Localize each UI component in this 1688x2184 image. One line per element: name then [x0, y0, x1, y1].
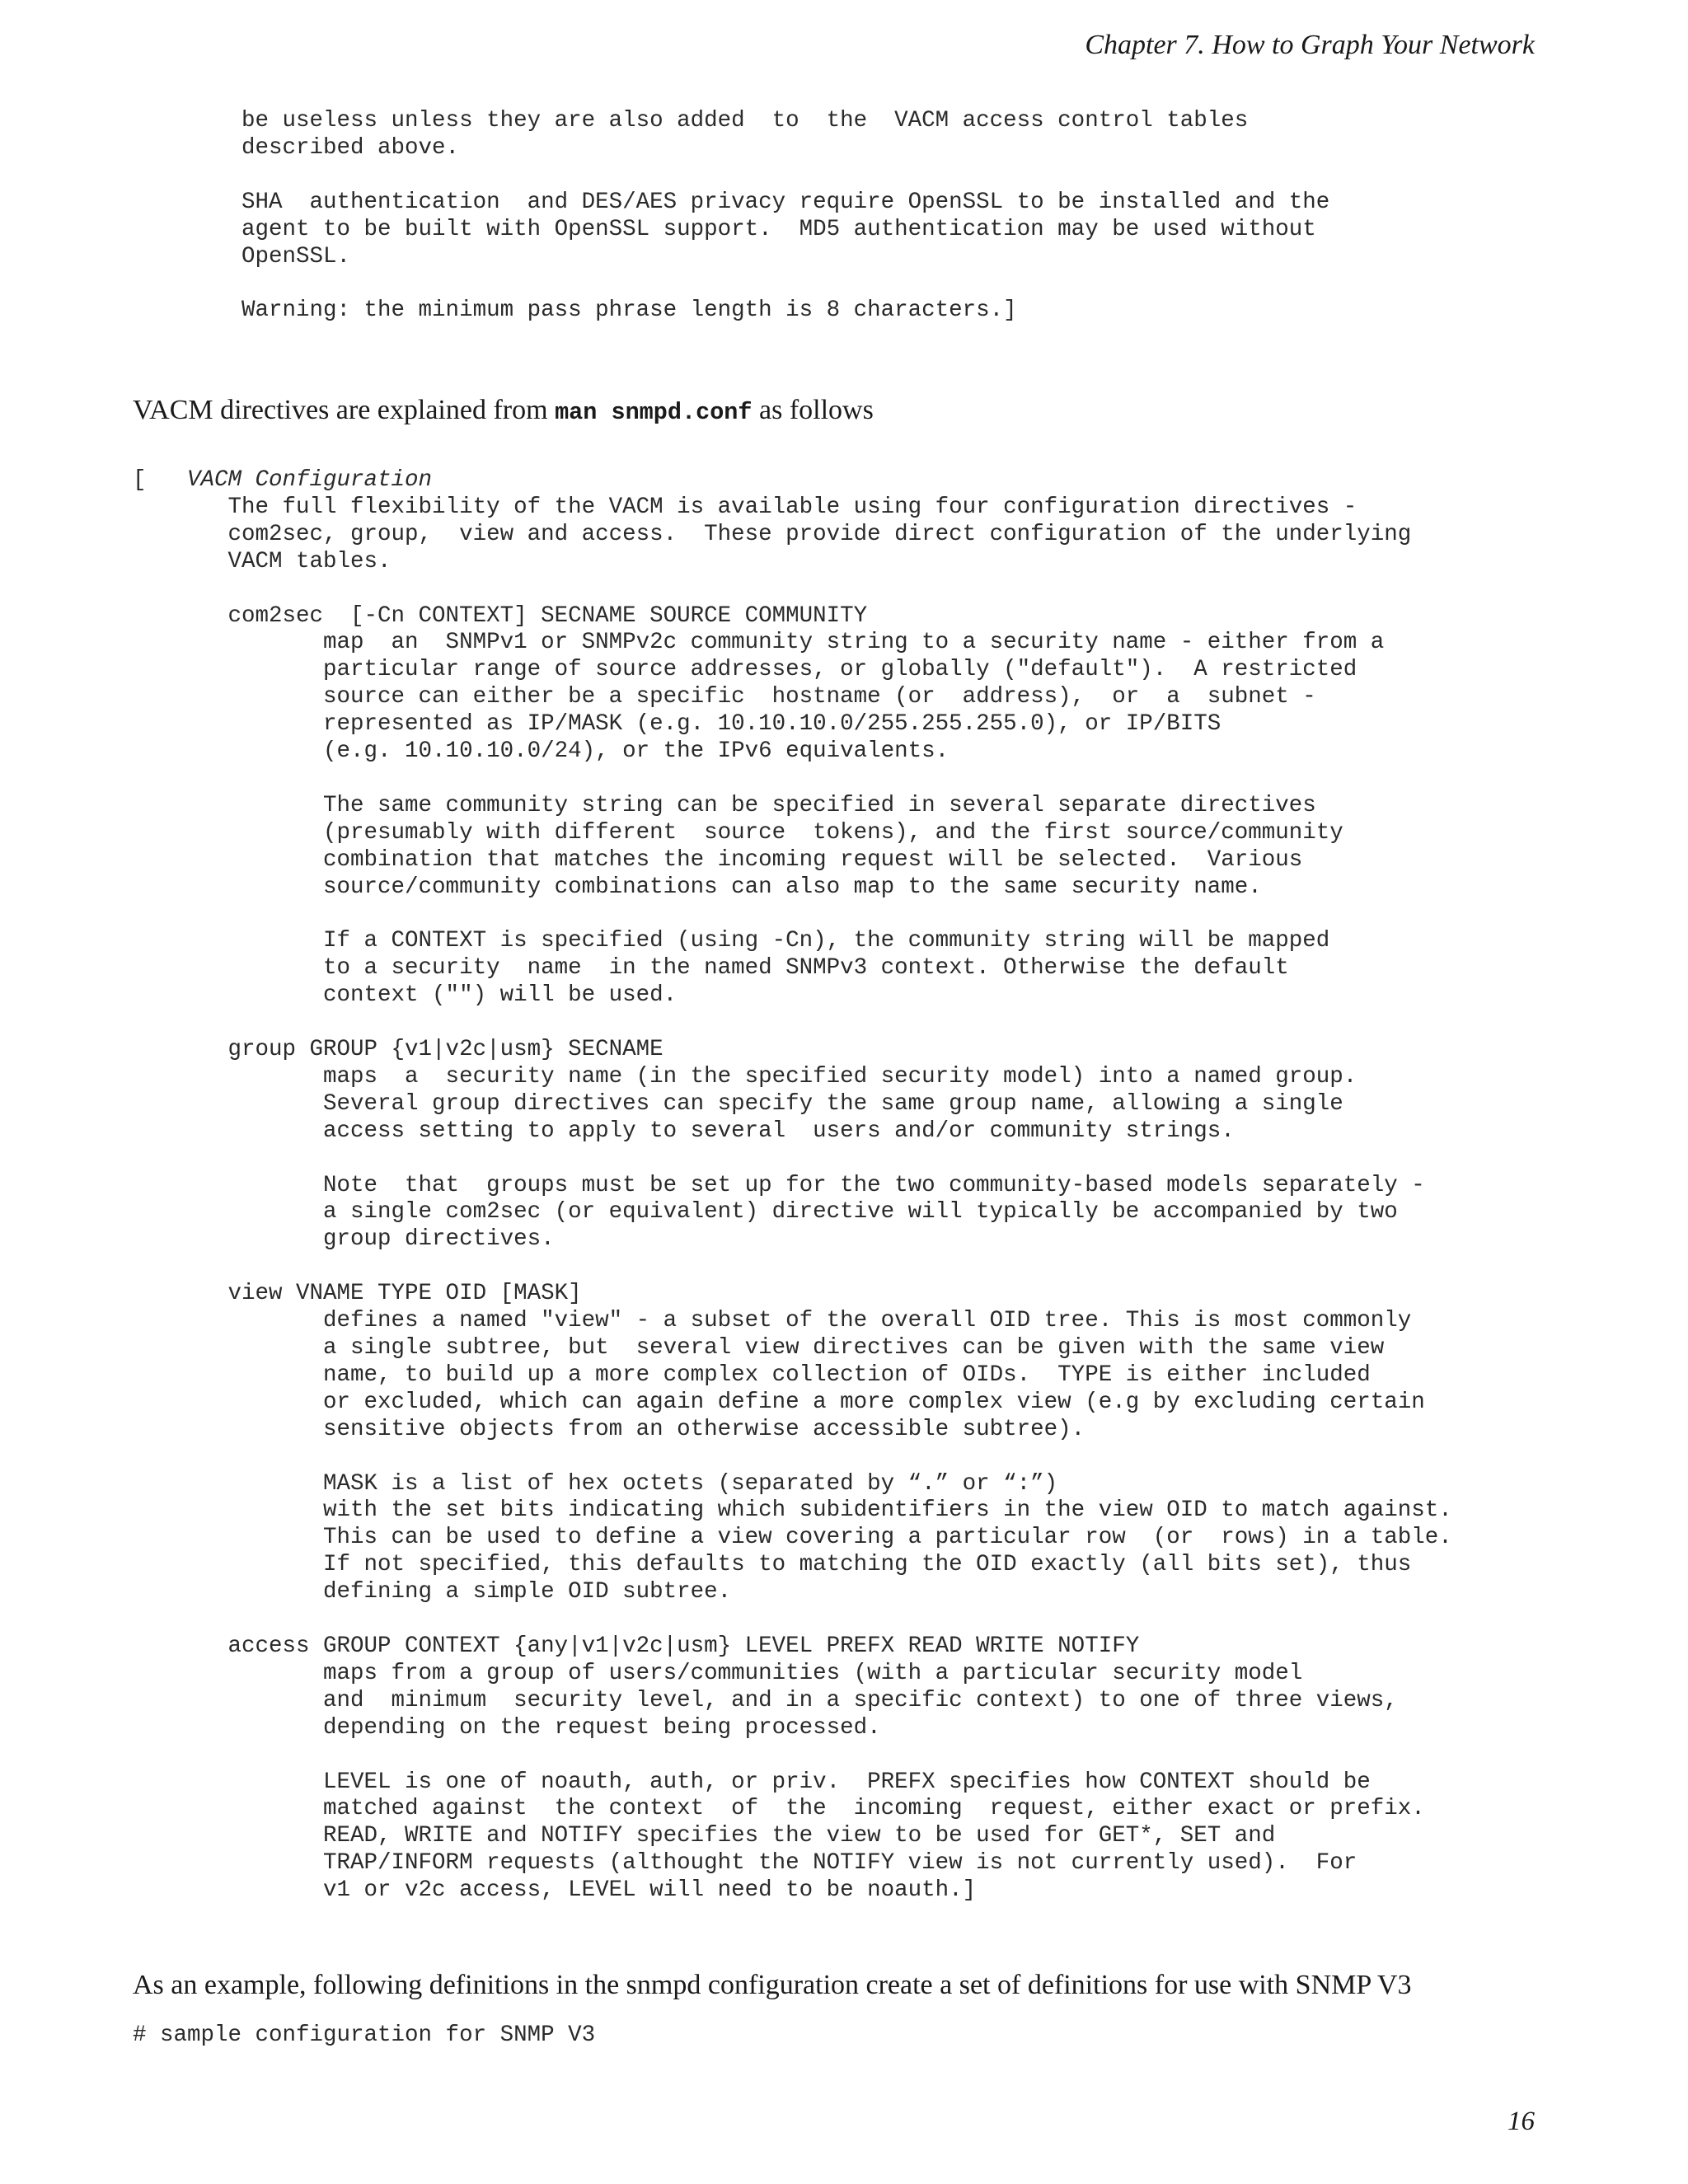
- quote-vacm-line: The full flexibility of the VACM is available using four configuration directives -: [133, 494, 1357, 520]
- quote-top-line: agent to be built with OpenSSL support. MD5 authentication may be used without: [133, 216, 1316, 242]
- quote-vacm-line: (presumably with different source tokens), and the first source/community: [133, 819, 1343, 846]
- quote-vacm-line: maps from a group of users/communities (with a particular security model: [133, 1660, 1303, 1686]
- vacm-intro-text-end: as follows: [752, 395, 874, 425]
- quote-vacm-line: context ("") will be used.: [133, 982, 678, 1009]
- running-header: Chapter 7. How to Graph Your Network: [1085, 30, 1535, 60]
- quote-vacm-line: v1 or v2c access, LEVEL will need to be noauth.]: [133, 1877, 977, 1904]
- quote-vacm-line: or excluded, which can again define a more complex view (e.g by excluding certain: [133, 1389, 1425, 1415]
- quoted-man-page-excerpt: [133, 108, 1329, 325]
- quote-vacm-line: source/community combinations can also map to the same security name.: [133, 874, 1262, 900]
- quote-vacm-line: MASK is a list of hex octets (separated by “.” or “:”): [133, 1470, 1058, 1497]
- quote-vacm-line: group GROUP {v1|v2c|usm} SECNAME: [133, 1037, 663, 1063]
- quote-vacm-line: If a CONTEXT is specified (using -Cn), the community string will be mapped: [133, 928, 1330, 954]
- quote-vacm-line: READ, WRITE and NOTIFY specifies the view to be used for GET*, SET and: [133, 1823, 1276, 1849]
- quote-vacm-line: combination that matches the incoming request will be selected. Various: [133, 846, 1303, 873]
- quote-vacm-line: represented as IP/MASK (e.g. 10.10.10.0/255.255.255.0), or IP/BITS: [133, 711, 1221, 738]
- quote-vacm-line: com2sec, group, view and access. These provide direct configuration of the underlying: [133, 521, 1412, 547]
- quote-vacm-line: LEVEL is one of noauth, auth, or priv. PREFX specifies how CONTEXT should be: [133, 1769, 1371, 1795]
- quote-vacm-line: defines a named "view" - a subset of the overall OID tree. This is most commonly: [133, 1308, 1412, 1334]
- vacm-intro-paragraph: [133, 395, 874, 426]
- quote-vacm-line: a single subtree, but several view directives can be given with the same view: [133, 1335, 1385, 1361]
- quote-vacm-line: The same community string can be specified in several separate directives: [133, 792, 1316, 818]
- quote-vacm-line: Note that groups must be set up for the two community-based models separately -: [133, 1172, 1425, 1198]
- quote-top-line: OpenSSL.: [133, 243, 351, 269]
- quote-vacm-line: VACM tables.: [133, 548, 392, 574]
- quote-vacm-line: and minimum security level, and in a specific context) to one of three views,: [133, 1687, 1398, 1713]
- quote-vacm-line: access setting to apply to several users and/or community strings.: [133, 1118, 1235, 1144]
- page-number: 16: [1507, 2107, 1535, 2136]
- quote-vacm-line: access GROUP CONTEXT {any|v1|v2c|usm} LEVEL PREFX READ WRITE NOTIFY: [133, 1633, 1140, 1659]
- quote-vacm-line: (e.g. 10.10.10.0/24), or the IPv6 equivalents.: [133, 738, 950, 765]
- quote-vacm-line: name, to build up a more complex collection of OIDs. TYPE is either included: [133, 1361, 1371, 1388]
- quote-vacm-line: TRAP/INFORM requests (althought the NOTIFY view is not currently used). For: [133, 1850, 1357, 1877]
- quote-vacm-line: a single com2sec (or equivalent) directive will typically be accompanied by two: [133, 1199, 1398, 1226]
- quote-vacm-line: com2sec [-Cn CONTEXT] SECNAME SOURCE COMMUNITY: [133, 602, 868, 629]
- vacm-configuration-excerpt: [133, 467, 1452, 1905]
- quote-vacm-line: view VNAME TYPE OID [MASK]: [133, 1281, 582, 1307]
- quote-vacm-line: If not specified, this defaults to matching the OID exactly (all bits set), thus: [133, 1552, 1412, 1578]
- quote-vacm-line: with the set bits indicating which subidentifiers in the view OID to match against.: [133, 1497, 1452, 1524]
- vacm-section-title: VACM Configuration: [187, 467, 433, 493]
- quote-vacm-line: This can be used to define a view covering a particular row (or rows) in a table.: [133, 1525, 1452, 1551]
- quote-vacm-line: to a security name in the named SNMPv3 context. Otherwise the default: [133, 955, 1289, 982]
- quote-top-line: SHA authentication and DES/AES privacy require OpenSSL to be installed and the: [133, 189, 1330, 215]
- quote-vacm-line: Several group directives can specify the same group name, allowing a single: [133, 1090, 1343, 1117]
- quote-vacm-line: maps a security name (in the specified security model) into a named group.: [133, 1063, 1357, 1090]
- quote-vacm-line: defining a simple OID subtree.: [133, 1579, 732, 1605]
- vacm-excerpt-body: [133, 494, 1452, 1903]
- quote-vacm-line: sensitive objects from an otherwise accessible subtree).: [133, 1416, 1085, 1442]
- opening-bracket: [: [133, 467, 188, 493]
- quote-vacm-line: map an SNMPv1 or SNMPv2c community string to a security name - either from a: [133, 630, 1385, 656]
- sample-config-comment: # sample configuration for SNMP V3: [133, 2022, 596, 2048]
- quote-vacm-line: group directives.: [133, 1226, 555, 1253]
- man-command: man snmpd.conf: [555, 399, 753, 426]
- quote-vacm-line: source can either be a specific hostname (or address), or a subnet -: [133, 684, 1316, 710]
- quote-vacm-line: depending on the request being processed.: [133, 1714, 881, 1741]
- quote-top-line: be useless unless they are also added to the VACM access control tables: [133, 108, 1249, 134]
- quote-vacm-line: particular range of source addresses, or globally ("default"). A restricted: [133, 657, 1357, 683]
- vacm-intro-text: VACM directives are explained from: [133, 395, 556, 425]
- quote-top-line: Warning: the minimum pass phrase length is 8 characters.]: [133, 298, 1017, 324]
- quote-vacm-line: matched against the context of the incoming request, either exact or prefix.: [133, 1796, 1425, 1822]
- quote-top-line: described above.: [133, 134, 460, 161]
- example-intro-paragraph: As an example, following definitions in the snmpd configuration create a set of definitions for use with SNMP V3: [133, 1970, 1412, 2000]
